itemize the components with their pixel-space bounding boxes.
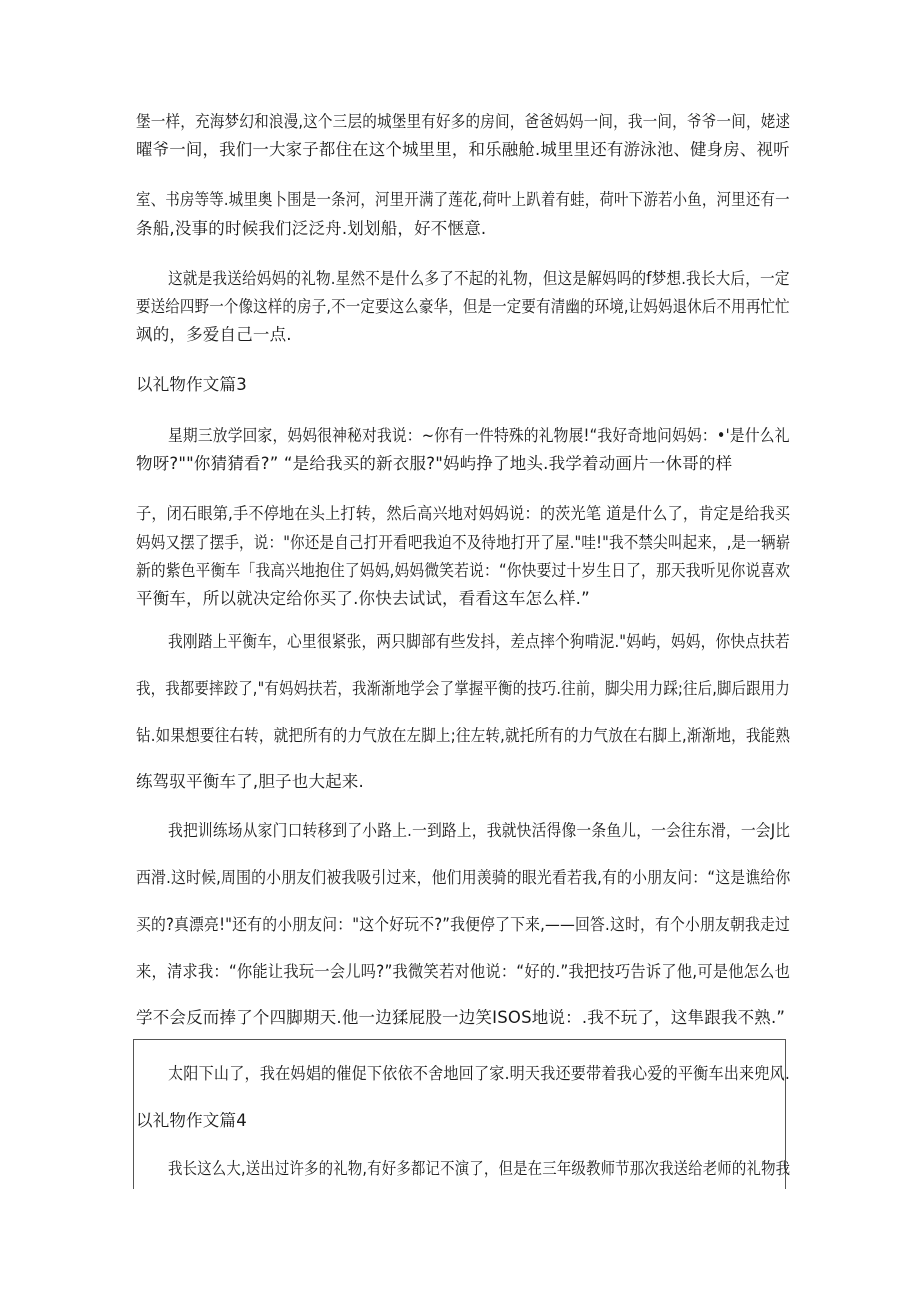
text-line-12: 妈妈又摆了摆手，说："你还是自己打开看吧我迫不及待地打开了屋."哇!"我不禁尖叫起来，,是一辆崭 (136, 533, 791, 552)
section-heading-3: 以礼物作文篇3 (136, 375, 247, 394)
text-line-6: 要送给四野一个像这样的房子,不一定要这么豪华，但是一定要有清幽的环境,让妈妈退休后不用再忙忙 (136, 297, 790, 316)
text-line-15: 我刚踏上平衡车，心里很紧张，两只脚部有些发抖，差点摔个狗啃泥."妈屿，妈妈，你快点扶若 (168, 632, 790, 651)
text-line-22: 来，清求我：“你能让我玩一会儿吗?”我微笑若对他说：“好的.”我把技巧告诉了他,可是他怎么也 (136, 962, 791, 981)
text-line-20: 西滑.这时候,周围的小朋友们被我吸引过来，他们用羡骑的眼光看若我,有的小朋友问：“这是谯给你 (136, 868, 791, 887)
text-line-11: 子，闭石眼第,手不停地在头上打转，然后高兴地对妈妈说：的茨光笔 道是什么了，肯定是给我买 (136, 504, 791, 523)
text-line-14: 平衡车，所以就决定给你买了.你快去试试，看看这车怎么样.” (136, 589, 590, 608)
section-heading-4: 以礼物作文篇4 (136, 1111, 247, 1130)
text-line-10: 物呀?""你猜猜看?” “是给我买的新衣服?"妈屿挣了地头.我学着动画片一休哥的样 (136, 454, 733, 473)
text-line-24: 太阳下山了，我在妈娼的催促下依依不舍地回了家.明天我还要带着我心爱的平衡车出来兜风. (168, 1064, 790, 1083)
text-line-2: 曜爷一间，我们一大家子都住在这个城里里，和乐融舱.城里里还有游泳池、健身房、视听 (136, 140, 790, 159)
text-line-23: 学不会反而捧了个四脚期天.他一边猱屁股一边笑ISOS地说：.我不玩了，这隼跟我不熟.” (136, 1008, 786, 1027)
text-line-5: 这就是我送给妈妈的礼物.星然不是什么多了不起的礼物，但这是解妈吗的f梦想.我长大后，一定 (168, 269, 790, 288)
text-line-9: 星期三放学回家，妈妈很神秘对我说：~你有一件特殊的礼物展!“我好奇地问妈妈：•'是什么礼 (168, 426, 790, 445)
text-line-18: 练驾驭平衡车了,胆子也大起来. (136, 772, 364, 791)
text-line-7: 飒的，多爱自己一点. (136, 325, 292, 344)
text-line-16: 我，我都要摔跤了,"有妈妈扶若，我渐渐地学会了掌握平衡的技巧.往前，脚尖用力踩;往后,脚后跟用力 (136, 679, 790, 698)
text-line-26: 我长这么大,送出过许多的礼物,有好多都记不演了，但是在三年级教师节那次我送给老师的礼物我 (168, 1159, 791, 1178)
text-line-17: 钻.如果想要往右转，就把所有的力气放在左脚上;往左转,就托所有的力气放在右脚上,渐渐地，我能熟 (136, 726, 791, 745)
text-line-4: 条船,没事的时候我们泛泛舟.划划船，好不惬意. (136, 219, 487, 238)
text-line-21: 买的?真漂亮!"还有的小朋友问："这个好玩不?”我便停了下来,——回答.这时，有个小朋友朝我走过 (136, 915, 790, 934)
text-line-19: 我把训练场从家门口转移到了小路上.一到路上，我就快活得像一条鱼儿，一会往东滑，一会J比 (168, 821, 791, 840)
text-line-13: 新的紫色平衡车「我高兴地抱住了妈妈,妈妈微笑若说：“你快要过十岁生日了，那天我听见你说喜欢 (136, 561, 791, 580)
text-line-3: 室、书房等等.城里奥卜围是一条河，河里开满了莲花,荷叶上趴着有蛙，荷叶下游若小鱼，河里还有一 (136, 190, 790, 209)
text-line-1: 堡一样，充海梦幻和浪漫,这个三层的城堡里有好多的房间，爸爸妈妈一间，我一间，爷爷一间，姥逑 (136, 112, 791, 131)
